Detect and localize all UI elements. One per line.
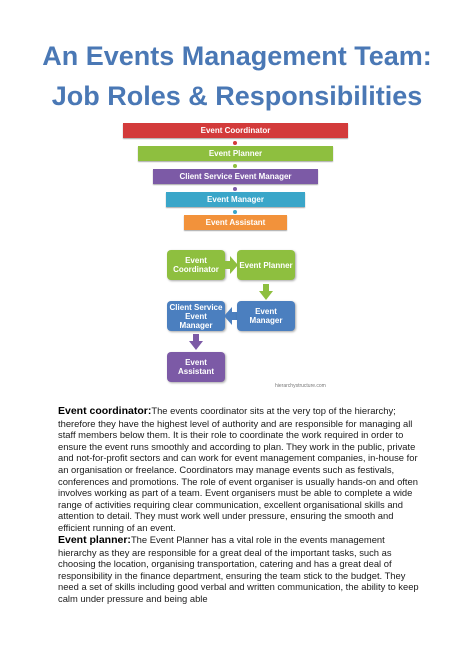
paragraph-text: The events coordinator sits at the very top of the hierarchy; therefore they have the highest level of authority and are responsible for managing all staff members below them. It is their role to coordinate the work required in order to ensure the event runs smoothly and according to plan. They work in the public, private and not-for-profit sectors and can work for event management companies, in-house for an organisation or freelance. Coordinators may manage events such as festivals, conferences and promotions. The role of event organiser is usually hands-on and often involves working as part of a team. Event organisers must be able to complete a wide range of activities requiring clear communication, excellent organisational skills and attention to detail. They must work well under pressure, ensuring the smooth and efficient running of an event. (58, 405, 418, 533)
funnel-connector-dot (233, 187, 237, 191)
page-title-line-1: An Events Management Team: (42, 41, 432, 71)
funnel-bar-planner: Event Planner (138, 146, 333, 161)
paragraph-event-coordinator (58, 405, 420, 534)
arrow-down-icon (189, 334, 203, 350)
funnel-connector-dot (233, 164, 237, 168)
image-credit: hierarchystructure.com (275, 383, 326, 389)
funnel-bar-manager: Event Manager (166, 192, 305, 207)
arrow-down-icon (259, 284, 273, 300)
flow-box-planner: Event Planner (237, 250, 295, 280)
arrow-right-icon (224, 256, 238, 274)
funnel-connector-dot (233, 141, 237, 145)
flow-box-coordinator: Event Coordinator (167, 250, 225, 280)
paragraph-event-planner (58, 534, 420, 605)
funnel-bar-coordinator: Event Coordinator (123, 123, 348, 138)
funnel-bar-client-service: Client Service Event Manager (153, 169, 318, 184)
funnel-connector-dot (233, 210, 237, 214)
paragraph-text: The Event Planner has a vital role in the events management hierarchy as they are responsible for a great deal of the important tasks, such as choosing the location, organising transportation, catering and has a great deal of responsibility in the finance department, ensuring the team stick to the budget. They need a set of skills including good verbal and written communication, the ability to keep calm under pressure and being able (58, 534, 419, 604)
flow-box-client-service: Client Service Event Manager (167, 301, 225, 331)
paragraph-heading: Event planner: (58, 534, 131, 546)
flow-box-manager: Event Manager (237, 301, 295, 331)
page-title-line-2: Job Roles & Responsibilities (51, 81, 423, 111)
arrow-left-icon (224, 307, 238, 325)
flow-box-assistant: Event Assistant (167, 352, 225, 382)
paragraph-heading: Event coordinator: (58, 405, 152, 417)
funnel-bar-assistant: Event Assistant (184, 215, 287, 230)
